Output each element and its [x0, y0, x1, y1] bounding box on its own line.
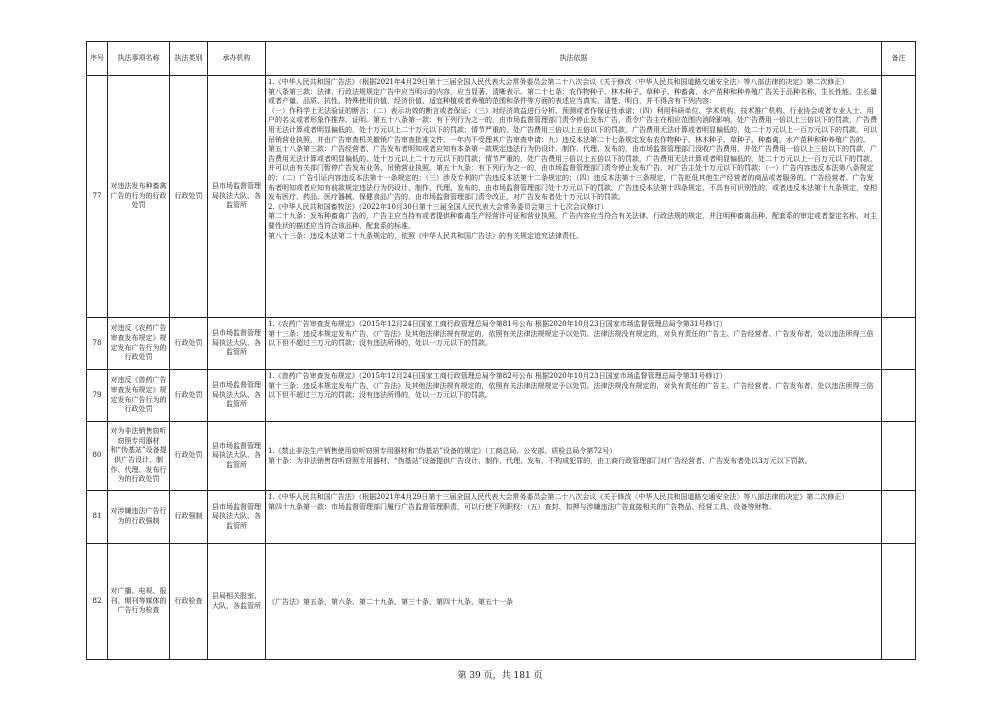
row-type: 行政检查	[170, 544, 208, 660]
row-org: 县市场监督管理局执法大队、各监管所	[208, 318, 266, 370]
enforcement-table	[86, 41, 916, 660]
header-name: 执法事项名称	[108, 42, 170, 76]
row-name: 对违法发布种畜禽广告的行为的行政处罚	[108, 76, 170, 318]
row-no: 80	[87, 422, 108, 491]
row-no: 78	[87, 318, 108, 370]
row-note	[882, 76, 916, 318]
basis-para: 2.《中华人民共和国畜牧法》（2022年10月30日第十三届全国人民代表大会常务委员会第三十七次会议修订）	[268, 202, 608, 211]
row-no: 79	[87, 370, 108, 422]
header-no: 序号	[87, 42, 108, 76]
basis-para: 第二十九条：发布种畜禽广告的，广告主应当持有或者提供种畜禽生产经营许可证和营业执照。广告内容应当符合有关法律、行政法规的规定，并注明种畜禽品种、配套系的审定或者鉴定名称，对主要性状的描述应当符合该品种、配套系的标准。	[268, 212, 877, 230]
basis-para: 第十条：为非法销售窃听窃照专用器材、“伪基站”设备提供广告设计、制作、代理、发布，不构成犯罪的，由工商行政管理部门对广告经营者、广告发布者处以3万元以下罚款。	[268, 457, 812, 465]
row-basis	[266, 318, 882, 370]
row-org: 县市场监督管理局执法大队、各监管所	[208, 370, 266, 422]
row-type: 行政强制	[170, 491, 208, 544]
row-basis	[266, 422, 882, 491]
table-row	[87, 422, 916, 491]
header-org: 承办机构	[208, 42, 266, 76]
row-name: 对违反《农药广告审查发布规定》规定发布广告行为的行政处罚	[108, 318, 170, 370]
row-basis	[266, 370, 882, 422]
header-basis: 执法依据	[266, 42, 882, 76]
row-type: 行政处罚	[170, 76, 208, 318]
row-basis	[266, 76, 882, 318]
row-name: 对违反《兽药广告审查发布规定》规定发布广告行为的行政处罚	[108, 370, 170, 422]
table-row	[87, 491, 916, 544]
row-note	[882, 422, 916, 491]
row-note	[882, 544, 916, 660]
table-row	[87, 370, 916, 422]
basis-para: 1.《兽药广告审查发布规定》（2015年12月24日国家工商行政管理总局令第82号公布 根据2020年10月23日国家市场监督管理总局令第31号修订）	[268, 372, 727, 380]
basis-para: 第十三条：违反本规定发布广告，《广告法》及其他法律法规有规定的，依照有关法律法规规定予以处罚。法律法规没有规定的，对负有责任的广告主、广告经营者、广告发布者，处以违法所得三倍以下但不超过三万元的罚款；没有违法所得的，处以一万元以下的罚款。	[268, 381, 874, 400]
basis-para: 1.《禁止非法生产销售使用窃听窃照专用器材和“伪基站”设备的规定》（工商总局、公安部、质检总局令第72号）	[268, 447, 617, 456]
row-note	[882, 370, 916, 422]
basis-para: 1.《中华人民共和国广告法》（根据2021年4月29日第十三届全国人民代表大会常务委员会第二十八次会议《关于修改〈中华人民共和国道路交通安全法〉等八部法律的决定》第二次修正）	[268, 493, 849, 501]
row-type: 行政处罚	[170, 318, 208, 370]
row-name: 对广播、电视、报刊、期刊等媒体的广告行为检查	[108, 544, 170, 660]
header-type: 执法类别	[170, 42, 208, 76]
row-basis	[266, 491, 882, 544]
basis-para: 第五十八条第三款：广告经营者、广告发布者明知或者应知有本条第一款规定违法行为仍设计、制作、代理、发布的，由市场监督管理部门没收广告费用，并处广告费用一倍以上三倍以下的罚款，广告费用无法计算或者明显偏低的，处十万元以上二十万元以下的罚款；情节严重的，处广告费用三倍以上五倍以下的罚款，广告费用无法计算或者明显偏低的，处二十万元以上一百万元以下的罚款，并可以由有关部门暂停广告发布业务、吊销营业执照。第五十九条：有下列行为之一的，由市场监督管理部门责令停止发布广告，对广告主处十万元以下的罚款：（一）广告内容违反本法第八条规定的；（二）广告引证内容违反本法第十一条规定的；（三）涉及专利的广告违反本法第十二条规定的；（四）违反本法第十三条规定，广告贬低其他生产经营者的商品或者服务的。广告经营者、广告发布者明知或者应知有前款规定违法行为仍设计、制作、代理、发布的，由市场监督管理部门处十万元以下的罚款。广告违反本法第十四条规定，不具有可识别性的，或者违反本法第十九条规定，变相发布医疗、药品、医疗器械、保健食品广告的，由市场监督管理部门责令改正，对广告发布者处十万元以下的罚款。	[268, 145, 877, 202]
table-row	[87, 544, 916, 660]
row-org: 县局相关股室、大队、各监管所	[208, 544, 266, 660]
row-note	[882, 491, 916, 544]
table-row	[87, 318, 916, 370]
row-type: 行政处罚	[170, 422, 208, 491]
basis-para: 第四十九条第一款：市场监督管理部门履行广告监督管理职责，可以行使下列职权：（五）查封、扣押与涉嫌违法广告直接相关的广告物品、经营工具、设备等财物。	[268, 502, 776, 511]
basis-para: 第八十三条：违反本法第二十九条规定的，依照《中华人民共和国广告法》的有关规定追究法律责任。	[268, 231, 583, 240]
row-name: 对为非法销售窃听窃照专用器材和“伪基站”设备提供广告设计、制作、代理、发布行为的行政处罚	[108, 422, 170, 491]
page-footer: 第 39 页，共 181 页	[457, 671, 543, 681]
row-org: 县市场监督管理局执法大队、各监管所	[208, 422, 266, 491]
basis-para: 第八条第三款：法律、行政法规规定广告中应当明示的内容，应当显著、清晰表示。第二十七条：农作物种子、林木种子、草种子、种畜禽、水产苗种和种养殖广告关于品种名称、生长性能、生长量或者产量、品质、抗性、特殊使用价值、经济价值、适宜种植或者养殖的范围和条件等方面的表述应当真实、清楚、明白，并不得含有下列内容：	[268, 87, 877, 106]
basis-para: 1.《农药广告审查发布规定》（2015年12月24日国家工商行政管理总局令第81号公布 根据2020年10月23日国家市场监督管理总局令第31号修订）	[268, 320, 727, 328]
header-note: 备注	[882, 42, 916, 76]
row-no: 81	[87, 491, 108, 544]
basis-para: 第十三条：违反本规定发布广告，《广告法》及其他法律法规有规定的，依照有关法律法规规定予以处罚。法律法规没有规定的，对负有责任的广告主、广告经营者、广告发布者，处以违法所得三倍以下但不超过三万元的罚款；没有违法所得的，处以一万元以下的罚款。	[268, 329, 874, 348]
row-no: 77	[87, 76, 108, 318]
row-note	[882, 318, 916, 370]
table-row	[87, 76, 916, 318]
basis-para: 1.《中华人民共和国广告法》（根据2021年4月29日第十三届全国人民代表大会常务委员会第二十八次会议《关于修改〈中华人民共和国道路交通安全法〉等八部法律的决定》第二次修正）	[268, 78, 849, 86]
row-basis	[266, 544, 882, 660]
row-type: 行政处罚	[170, 370, 208, 422]
basis-para: （一）作科学上无法验证的断言；（二）表示功效的断言或者保证；（三）对经济效益进行分析、预测或者作保证性承诺；（四）利用科研单位、学术机构、技术推广机构、行业协会或者专业人士、用户的名义或者形象作推荐、证明。第五十八条第一款：有下列行为之一的，由市场监督管理部门责令停止发布广告，责令广告主在相应范围内消除影响，处广告费用一倍以上三倍以下的罚款，广告费用无法计算或者明显偏低的，处十万元以上二十万元以下的罚款；情节严重的，处广告费用三倍以上五倍以下的罚款，广告费用无法计算或者明显偏低的，处二十万元以上一百万元以下的罚款，可以吊销营业执照，并由广告审查机关撤销广告审查批准文件、一年内不受理其广告审查申请：九）违反本法第二十七条规定发布农作物种子、林木种子、草种子、种畜禽、水产苗种和种养殖广告的。	[268, 106, 877, 144]
header-row	[87, 42, 916, 76]
row-no: 82	[87, 544, 108, 660]
row-org: 县市场监督管理局执法大队、各监管所	[208, 76, 266, 318]
row-org: 县市场监督管理局执法大队、各监管所	[208, 491, 266, 544]
row-name: 对涉嫌违法广告行为的行政强制	[108, 491, 170, 544]
basis-para: 《广告法》第五条、第六条、第二十九条、第三十条、第四十九条、第五十一条	[268, 597, 513, 606]
